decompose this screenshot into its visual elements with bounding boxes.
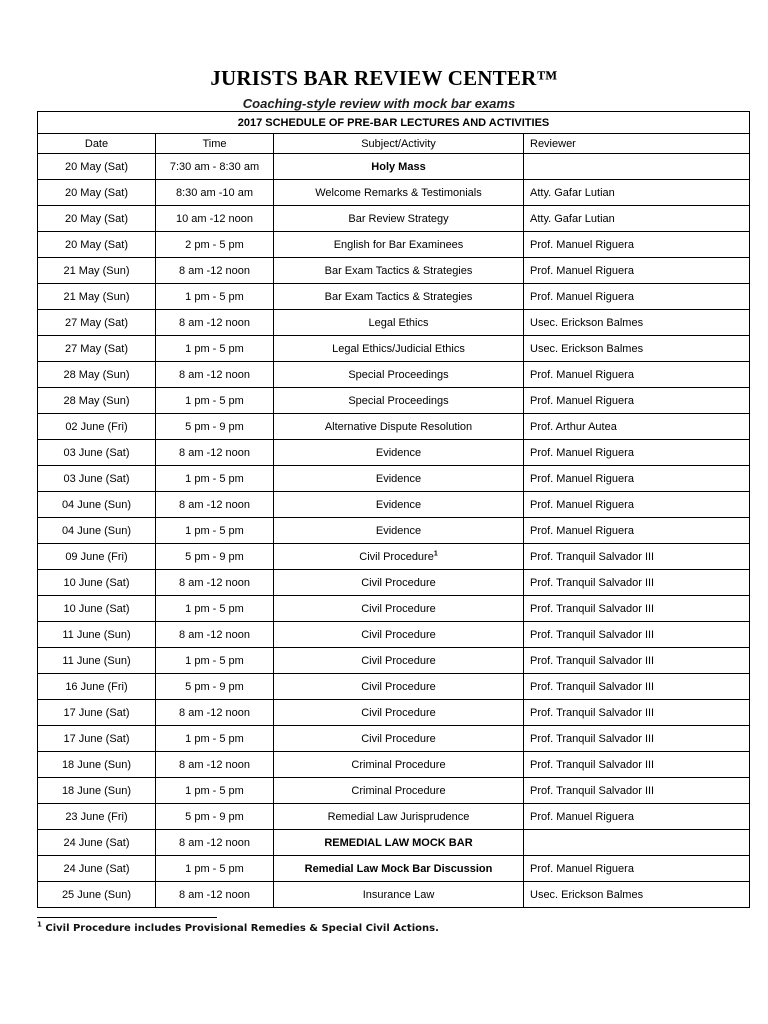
cell-date-text: 20 May (Sat) xyxy=(65,160,128,173)
cell-subject-text: Bar Exam Tactics & Strategies xyxy=(324,264,473,277)
cell-subject xyxy=(274,362,524,388)
cell-subject xyxy=(274,622,524,648)
cell-subject xyxy=(274,206,524,232)
cell-subject xyxy=(274,284,524,310)
cell-subject xyxy=(274,882,524,908)
cell-reviewer xyxy=(524,674,750,700)
cell-time xyxy=(156,804,274,830)
cell-time xyxy=(156,518,274,544)
cell-reviewer-text: Prof. Arthur Autea xyxy=(530,420,617,433)
cell-reviewer-text: Prof. Tranquil Salvador III xyxy=(530,628,655,641)
cell-date xyxy=(38,154,156,180)
cell-subject xyxy=(274,596,524,622)
cell-time-text: 8 am -12 noon xyxy=(179,446,250,459)
cell-time-text: 10 am -12 noon xyxy=(175,212,254,225)
table-row xyxy=(38,206,750,232)
table-row xyxy=(38,544,750,570)
cell-reviewer-text: Prof. Manuel Riguera xyxy=(530,472,634,485)
cell-subject-text: Criminal Procedure xyxy=(351,758,446,771)
cell-time xyxy=(156,778,274,804)
cell-date-text: 23 June (Fri) xyxy=(65,810,128,823)
cell-subject-text: Civil Procedure xyxy=(361,576,436,589)
cell-reviewer xyxy=(524,518,750,544)
cell-date-text: 17 June (Sat) xyxy=(63,732,130,745)
cell-date xyxy=(38,830,156,856)
cell-date xyxy=(38,674,156,700)
cell-date-text: 24 June (Sat) xyxy=(63,862,130,875)
cell-reviewer xyxy=(524,700,750,726)
table-row xyxy=(38,648,750,674)
cell-date xyxy=(38,804,156,830)
cell-subject xyxy=(274,648,524,674)
cell-reviewer-text: Prof. Tranquil Salvador III xyxy=(530,550,655,563)
cell-subject xyxy=(274,518,524,544)
cell-date xyxy=(38,284,156,310)
cell-reviewer-text: Prof. Tranquil Salvador III xyxy=(530,576,655,589)
cell-time-text: 8:30 am -10 am xyxy=(175,186,254,199)
cell-subject xyxy=(274,466,524,492)
cell-date xyxy=(38,700,156,726)
table-row xyxy=(38,466,750,492)
cell-reviewer-text: Atty. Gafar Lutian xyxy=(530,212,615,225)
cell-reviewer xyxy=(524,440,750,466)
cell-subject-text: Bar Review Strategy xyxy=(348,212,449,225)
table-row xyxy=(38,440,750,466)
cell-date-text: 03 June (Sat) xyxy=(63,472,130,485)
cell-time-text: 5 pm - 9 pm xyxy=(185,550,244,563)
cell-time xyxy=(156,856,274,882)
cell-reviewer xyxy=(524,726,750,752)
cell-reviewer-text: Prof. Tranquil Salvador III xyxy=(530,732,655,745)
page-title: JURISTS BAR REVIEW CENTER™ xyxy=(210,66,558,90)
cell-subject xyxy=(274,674,524,700)
table-row xyxy=(38,336,750,362)
cell-time xyxy=(156,700,274,726)
cell-reviewer xyxy=(524,414,750,440)
cell-time xyxy=(156,440,274,466)
table-row xyxy=(38,804,750,830)
cell-date xyxy=(38,388,156,414)
cell-time xyxy=(156,570,274,596)
cell-date xyxy=(38,544,156,570)
cell-date-text: 21 May (Sun) xyxy=(63,290,130,303)
table-row xyxy=(38,856,750,882)
cell-time xyxy=(156,648,274,674)
cell-reviewer xyxy=(524,284,750,310)
cell-date-text: 27 May (Sat) xyxy=(65,316,128,329)
cell-date-text: 17 June (Sat) xyxy=(63,706,130,719)
cell-subject xyxy=(274,700,524,726)
cell-date xyxy=(38,492,156,518)
cell-reviewer-text: Prof. Manuel Riguera xyxy=(530,394,634,407)
table-row xyxy=(38,622,750,648)
cell-time xyxy=(156,596,274,622)
cell-reviewer-text: Prof. Tranquil Salvador III xyxy=(530,706,655,719)
cell-subject-text: Evidence xyxy=(375,524,422,537)
cell-date-text: 11 June (Sun) xyxy=(62,654,131,667)
cell-subject xyxy=(274,804,524,830)
table-row xyxy=(38,752,750,778)
cell-date xyxy=(38,856,156,882)
cell-subject xyxy=(274,388,524,414)
cell-time-text: 1 pm - 5 pm xyxy=(185,862,244,875)
cell-reviewer-text: Prof. Manuel Riguera xyxy=(530,368,634,381)
table-row xyxy=(38,388,750,414)
cell-reviewer-text: Prof. Tranquil Salvador III xyxy=(530,758,655,771)
cell-time-text: 1 pm - 5 pm xyxy=(185,524,244,537)
cell-reviewer xyxy=(524,336,750,362)
cell-subject-text: Civil Procedure xyxy=(361,628,436,641)
cell-time xyxy=(156,882,274,908)
table-row xyxy=(38,362,750,388)
cell-reviewer-text: Prof. Tranquil Salvador III xyxy=(530,654,655,667)
cell-date xyxy=(38,622,156,648)
cell-date xyxy=(38,518,156,544)
cell-reviewer-text: Prof. Tranquil Salvador III xyxy=(530,680,655,693)
cell-time xyxy=(156,284,274,310)
cell-time xyxy=(156,336,274,362)
cell-time-text: 1 pm - 5 pm xyxy=(185,602,244,615)
cell-time xyxy=(156,232,274,258)
cell-time-text: 8 am -12 noon xyxy=(179,758,250,771)
table-row xyxy=(38,180,750,206)
cell-subject xyxy=(274,830,524,856)
cell-reviewer xyxy=(524,206,750,232)
cell-time-text: 1 pm - 5 pm xyxy=(185,394,244,407)
cell-subject xyxy=(274,336,524,362)
cell-reviewer-text: Prof. Manuel Riguera xyxy=(530,290,634,303)
cell-date xyxy=(38,258,156,284)
cell-date-text: 10 June (Sat) xyxy=(63,576,130,589)
table-row xyxy=(38,154,750,180)
cell-reviewer-text: Atty. Gafar Lutian xyxy=(530,186,615,199)
cell-date-text: 04 June (Sun) xyxy=(61,524,132,537)
cell-subject-text: Bar Exam Tactics & Strategies xyxy=(324,290,473,303)
table-row xyxy=(38,778,750,804)
cell-time-text: 1 pm - 5 pm xyxy=(185,732,244,745)
cell-date-text: 18 June (Sun) xyxy=(61,758,132,771)
schedule-banner-row xyxy=(38,112,750,134)
cell-time-text: 1 pm - 5 pm xyxy=(185,654,244,667)
cell-subject-text: English for Bar Examinees xyxy=(333,238,464,251)
cell-time xyxy=(156,180,274,206)
cell-reviewer xyxy=(524,752,750,778)
cell-date xyxy=(38,414,156,440)
cell-reviewer xyxy=(524,544,750,570)
cell-subject-text: Civil Procedure xyxy=(361,654,436,667)
schedule-banner: 2017 SCHEDULE OF PRE-BAR LECTURES AND ACTIVITIES xyxy=(38,112,750,134)
table-row xyxy=(38,596,750,622)
cell-time-text: 8 am -12 noon xyxy=(179,628,250,641)
cell-date-text: 16 June (Fri) xyxy=(65,680,128,693)
cell-time-text: 2 pm - 5 pm xyxy=(185,238,244,251)
cell-date xyxy=(38,752,156,778)
cell-subject-text: Alternative Dispute Resolution xyxy=(324,420,473,433)
cell-date-text: 11 June (Sun) xyxy=(62,628,131,641)
cell-subject-text: Insurance Law xyxy=(362,888,435,901)
cell-reviewer-text: Prof. Manuel Riguera xyxy=(530,810,634,823)
cell-reviewer-text: Prof. Manuel Riguera xyxy=(530,446,634,459)
cell-time xyxy=(156,752,274,778)
cell-subject xyxy=(274,856,524,882)
cell-time-text: 1 pm - 5 pm xyxy=(185,290,244,303)
cell-time xyxy=(156,466,274,492)
cell-reviewer xyxy=(524,362,750,388)
cell-reviewer xyxy=(524,830,750,856)
table-row xyxy=(38,882,750,908)
cell-date-text: 09 June (Fri) xyxy=(65,550,128,563)
cell-date-text: 27 May (Sat) xyxy=(65,342,128,355)
table-row xyxy=(38,310,750,336)
cell-time-text: 8 am -12 noon xyxy=(179,836,250,849)
cell-subject xyxy=(274,310,524,336)
cell-reviewer-text: Usec. Erickson Balmes xyxy=(530,316,644,329)
cell-reviewer xyxy=(524,310,750,336)
cell-reviewer-text: Prof. Manuel Riguera xyxy=(530,498,634,511)
cell-subject-text: Civil Procedure xyxy=(359,550,434,563)
cell-reviewer xyxy=(524,388,750,414)
cell-time xyxy=(156,830,274,856)
cell-subject xyxy=(274,492,524,518)
cell-subject-text: Evidence xyxy=(375,446,422,459)
cell-reviewer xyxy=(524,466,750,492)
cell-reviewer xyxy=(524,596,750,622)
cell-subject xyxy=(274,440,524,466)
cell-date-text: 04 June (Sun) xyxy=(61,498,132,511)
cell-subject-text: Civil Procedure xyxy=(361,732,436,745)
cell-reviewer-text: Usec. Erickson Balmes xyxy=(530,888,644,901)
cell-time xyxy=(156,154,274,180)
cell-time xyxy=(156,544,274,570)
cell-time-text: 1 pm - 5 pm xyxy=(185,342,244,355)
column-header-date: Date xyxy=(38,134,156,154)
cell-subject xyxy=(274,544,524,570)
cell-subject-text: Legal Ethics/Judicial Ethics xyxy=(332,342,465,355)
cell-reviewer-text: Usec. Erickson Balmes xyxy=(530,342,644,355)
cell-subject xyxy=(274,232,524,258)
cell-date-text: 20 May (Sat) xyxy=(65,186,128,199)
cell-time-text: 8 am -12 noon xyxy=(179,888,250,901)
cell-subject-text: Remedial Law Jurisprudence xyxy=(327,810,470,823)
cell-reviewer xyxy=(524,856,750,882)
cell-time xyxy=(156,362,274,388)
cell-date xyxy=(38,206,156,232)
cell-time-text: 5 pm - 9 pm xyxy=(185,810,244,823)
cell-time xyxy=(156,726,274,752)
table-row xyxy=(38,414,750,440)
table-row xyxy=(38,232,750,258)
cell-subject-text: Evidence xyxy=(375,472,422,485)
cell-subject-text: REMEDIAL LAW MOCK BAR xyxy=(324,836,473,849)
footnote xyxy=(37,920,439,934)
cell-date-text: 18 June (Sun) xyxy=(61,784,132,797)
cell-date xyxy=(38,466,156,492)
cell-date-text: 25 June (Sun) xyxy=(61,888,132,901)
cell-time xyxy=(156,206,274,232)
cell-date xyxy=(38,882,156,908)
cell-date-text: 20 May (Sat) xyxy=(65,238,128,251)
table-row xyxy=(38,518,750,544)
cell-subject-text: Remedial Law Mock Bar Discussion xyxy=(304,862,493,875)
table-row xyxy=(38,726,750,752)
cell-reviewer xyxy=(524,804,750,830)
cell-subject xyxy=(274,778,524,804)
cell-subject-text: Welcome Remarks & Testimonials xyxy=(315,186,482,199)
cell-date-text: 24 June (Sat) xyxy=(63,836,130,849)
cell-date-text: 28 May (Sun) xyxy=(63,368,130,381)
schedule-body xyxy=(38,154,750,908)
footnote-mark: 1 xyxy=(37,920,42,929)
footnote-reference: 1 xyxy=(433,549,438,557)
table-row xyxy=(38,258,750,284)
cell-reviewer-text: Prof. Manuel Riguera xyxy=(530,264,634,277)
cell-time-text: 7:30 am - 8:30 am xyxy=(169,160,260,173)
column-header-subject: Subject/Activity xyxy=(274,134,524,154)
cell-time-text: 8 am -12 noon xyxy=(179,576,250,589)
column-header-reviewer: Reviewer xyxy=(524,134,750,154)
cell-reviewer-text: Prof. Manuel Riguera xyxy=(530,524,634,537)
cell-time-text: 8 am -12 noon xyxy=(179,316,250,329)
cell-reviewer xyxy=(524,778,750,804)
cell-date xyxy=(38,310,156,336)
cell-time xyxy=(156,622,274,648)
cell-date xyxy=(38,596,156,622)
cell-reviewer-text: Prof. Tranquil Salvador III xyxy=(530,784,655,797)
cell-date xyxy=(38,570,156,596)
cell-time xyxy=(156,492,274,518)
cell-subject-text: Special Proceedings xyxy=(348,368,449,381)
cell-reviewer xyxy=(524,154,750,180)
cell-subject xyxy=(274,258,524,284)
cell-date-text: 02 June (Fri) xyxy=(65,420,128,433)
cell-time xyxy=(156,258,274,284)
cell-subject-text: Holy Mass xyxy=(371,160,426,173)
cell-subject xyxy=(274,726,524,752)
cell-reviewer xyxy=(524,570,750,596)
cell-subject-text: Civil Procedure xyxy=(361,680,436,693)
cell-subject-text: Civil Procedure xyxy=(361,602,436,615)
cell-subject xyxy=(274,180,524,206)
cell-subject-text: Evidence xyxy=(375,498,422,511)
cell-reviewer xyxy=(524,492,750,518)
cell-time xyxy=(156,388,274,414)
cell-time-text: 8 am -12 noon xyxy=(179,498,250,511)
cell-date xyxy=(38,440,156,466)
footnote-text: Civil Procedure includes Provisional Remedies & Special Civil Actions. xyxy=(41,923,439,934)
table-row xyxy=(38,492,750,518)
cell-reviewer xyxy=(524,882,750,908)
cell-date xyxy=(38,648,156,674)
cell-date-text: 21 May (Sun) xyxy=(63,264,130,277)
cell-reviewer xyxy=(524,258,750,284)
cell-date xyxy=(38,362,156,388)
cell-time-text: 8 am -12 noon xyxy=(179,706,250,719)
cell-subject-text: Special Proceedings xyxy=(348,394,449,407)
cell-reviewer xyxy=(524,180,750,206)
table-row xyxy=(38,700,750,726)
cell-subject xyxy=(274,154,524,180)
schedule-table xyxy=(37,111,750,908)
cell-subject-text: Criminal Procedure xyxy=(351,784,446,797)
cell-subject xyxy=(274,414,524,440)
cell-reviewer xyxy=(524,232,750,258)
cell-reviewer-text: Prof. Manuel Riguera xyxy=(530,862,634,875)
cell-date xyxy=(38,778,156,804)
cell-subject-text: Civil Procedure xyxy=(361,706,436,719)
table-row xyxy=(38,674,750,700)
cell-date xyxy=(38,232,156,258)
cell-date-text: 20 May (Sat) xyxy=(65,212,128,225)
table-row xyxy=(38,570,750,596)
table-row xyxy=(38,830,750,856)
footnote-divider xyxy=(37,917,217,918)
cell-date xyxy=(38,336,156,362)
cell-time xyxy=(156,674,274,700)
cell-date-text: 03 June (Sat) xyxy=(63,446,130,459)
cell-time xyxy=(156,310,274,336)
cell-reviewer-text: Prof. Manuel Riguera xyxy=(530,238,634,251)
cell-date xyxy=(38,726,156,752)
cell-reviewer xyxy=(524,648,750,674)
table-row xyxy=(38,284,750,310)
cell-time xyxy=(156,414,274,440)
cell-time-text: 1 pm - 5 pm xyxy=(185,472,244,485)
cell-subject xyxy=(274,752,524,778)
cell-date-text: 28 May (Sun) xyxy=(63,394,130,407)
cell-subject xyxy=(274,570,524,596)
column-header-time: Time xyxy=(156,134,274,154)
cell-date xyxy=(38,180,156,206)
cell-reviewer xyxy=(524,622,750,648)
cell-time-text: 5 pm - 9 pm xyxy=(185,680,244,693)
cell-time-text: 8 am -12 noon xyxy=(179,368,250,381)
cell-date-text: 10 June (Sat) xyxy=(63,602,130,615)
cell-reviewer-text: Prof. Tranquil Salvador III xyxy=(530,602,655,615)
cell-time-text: 5 pm - 9 pm xyxy=(185,420,244,433)
page-subtitle: Coaching-style review with mock bar exams xyxy=(242,96,516,111)
cell-time-text: 8 am -12 noon xyxy=(179,264,250,277)
cell-subject-text: Legal Ethics xyxy=(368,316,429,329)
cell-time-text: 1 pm - 5 pm xyxy=(185,784,244,797)
column-header-row xyxy=(38,134,750,154)
